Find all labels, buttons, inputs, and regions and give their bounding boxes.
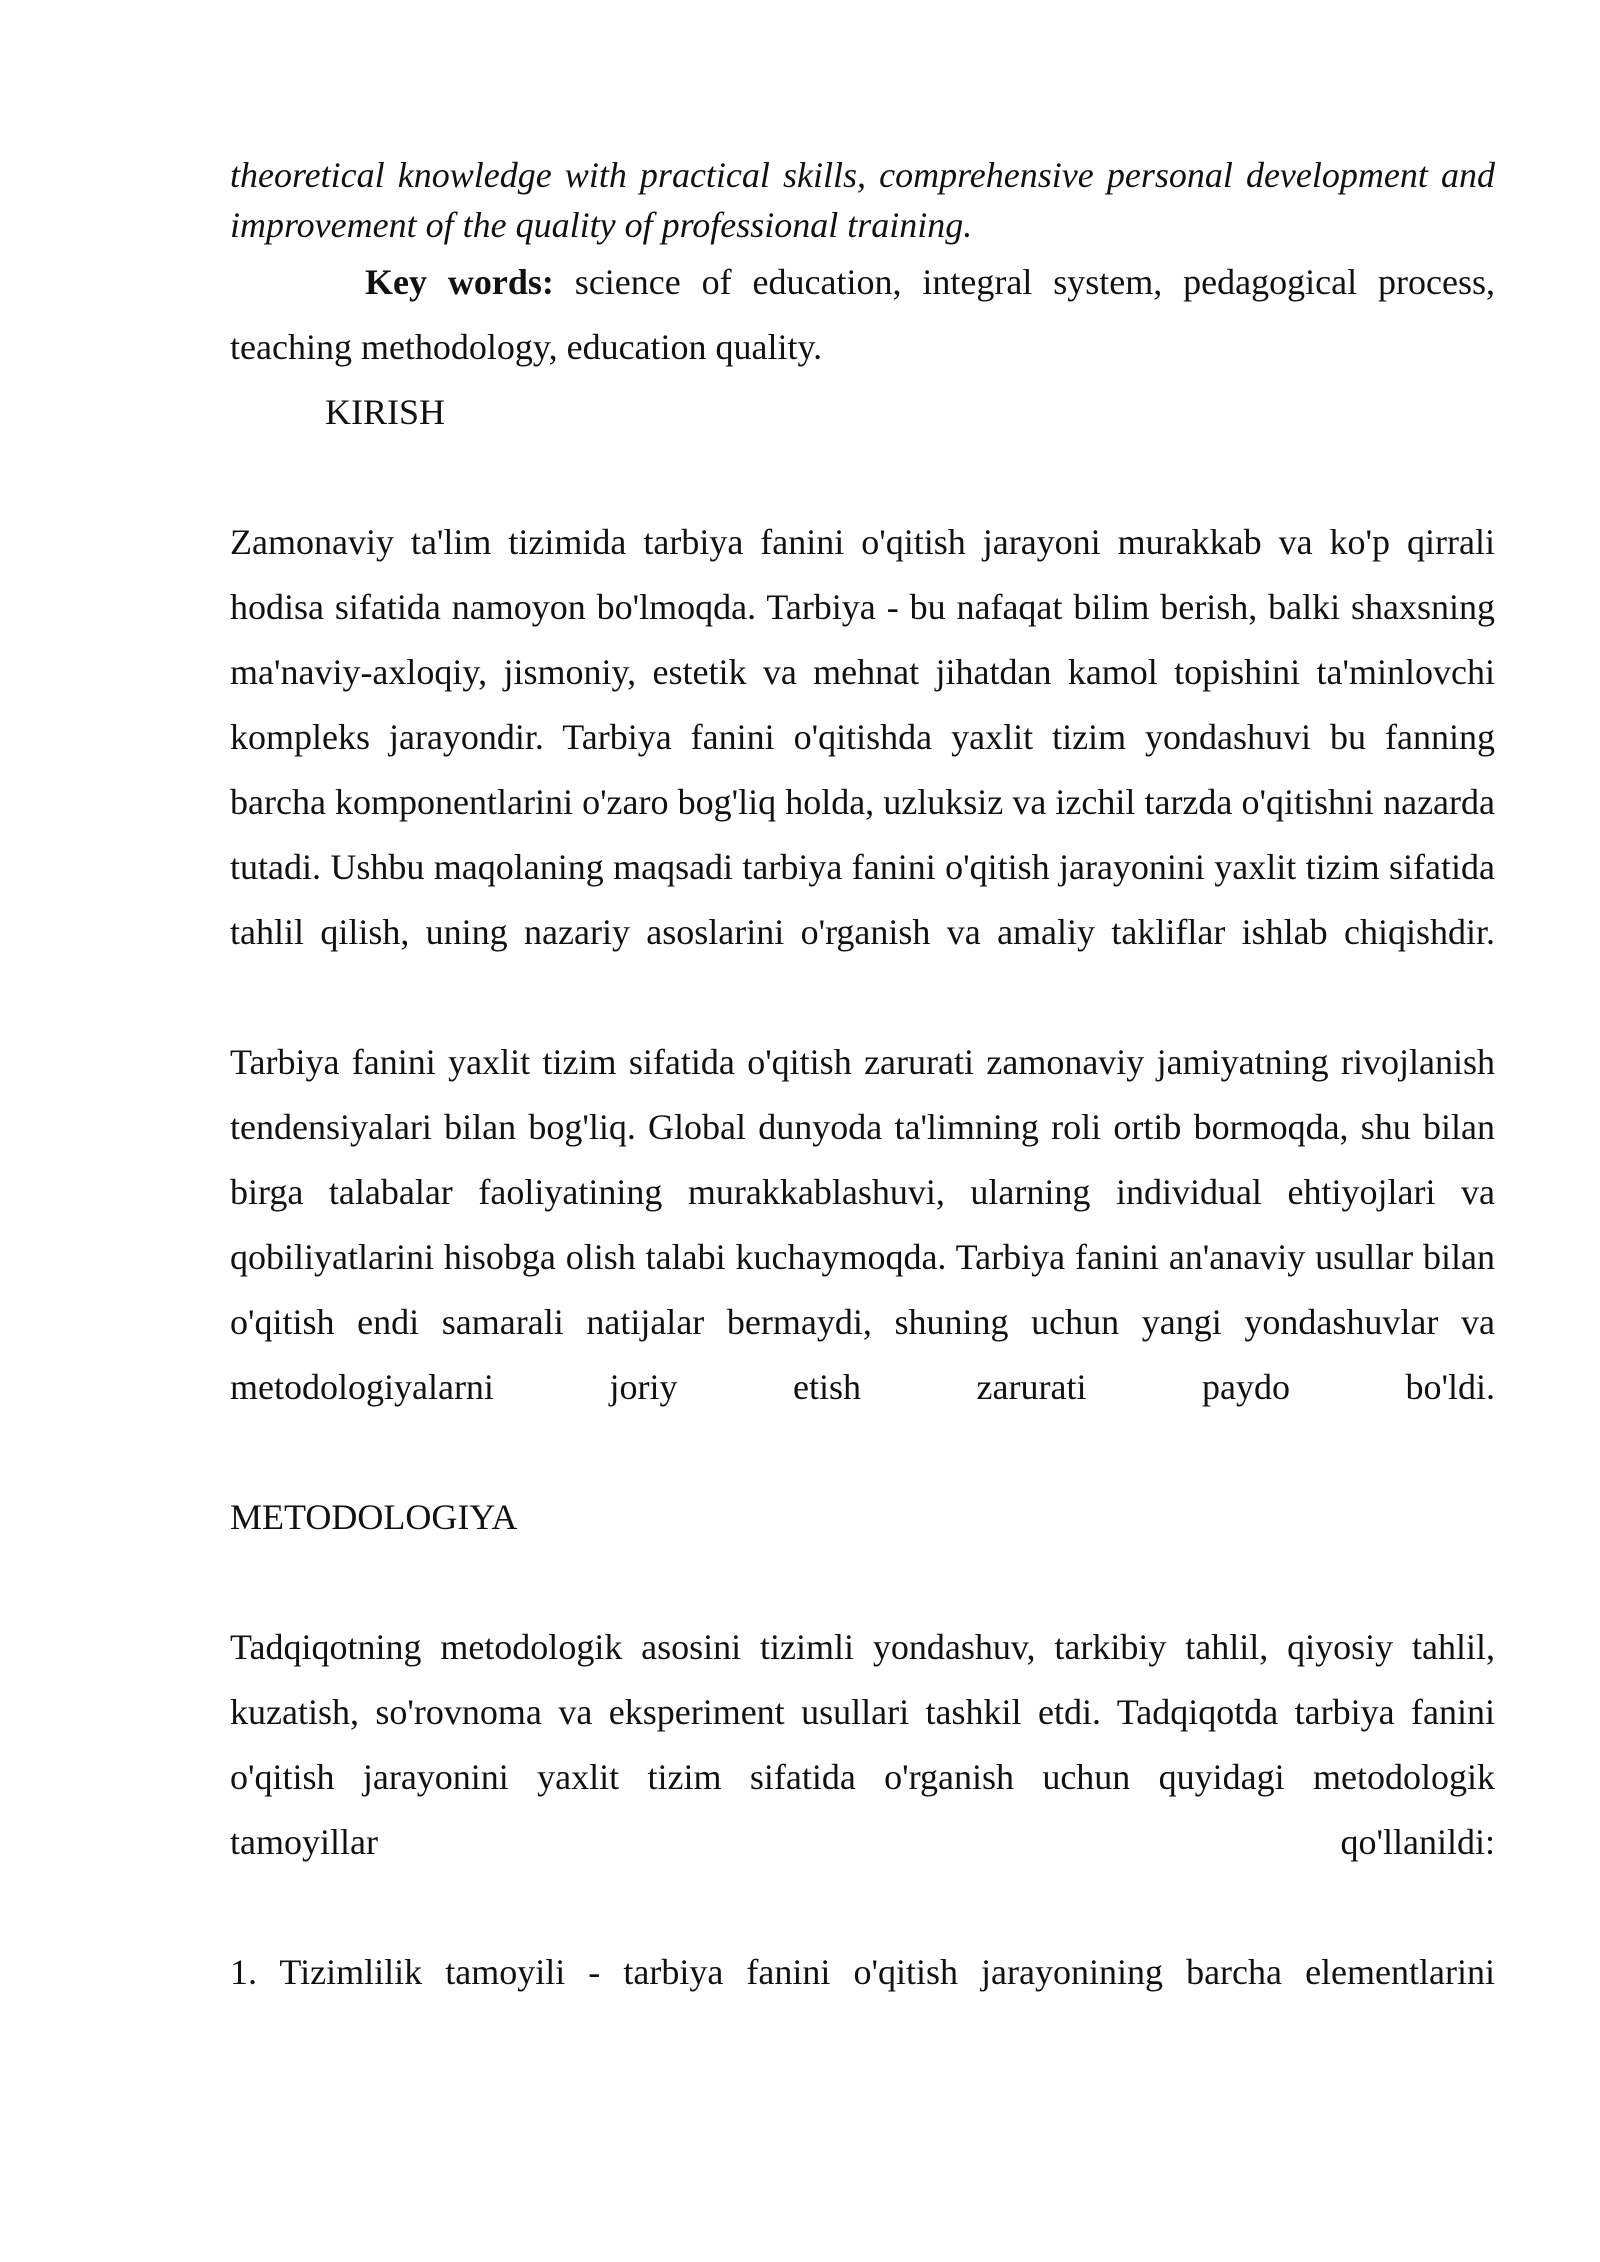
intro-paragraph-2: Tarbiya fanini yaxlit tizim sifatida o'qitish zarurati zamonaviy jamiyatning rivojlanish tendensiyalari bilan bog'liq. Global dunyoda ta'limning roli ortib bormoqda, shu bilan birga talabalar faoliyatining murakkablashuvi, ularning individual ehtiyojlari va qobiliyatlarini hisobga olish talabi kuchaymoqda. Tarbiya fanini an'anaviy usullar bilan o'qitish endi samarali natijalar bermaydi, shuning uchun yangi yondashuvlar va metodologiyalarni joriy etish zarurati paydo bo'ldi. bbox=[230, 1042, 1495, 1407]
keywords-text: science of education, integral system, pedagogical process, teaching methodology, education quality. bbox=[230, 262, 1495, 367]
spacer bbox=[230, 1550, 1495, 1615]
document-page bbox=[230, 150, 1495, 2005]
method-paragraph-1: Tadqiqotning metodologik asosini tizimli yondashuv, tarkibiy tahlil, qiyosiy tahlil, kuzatish, so'rovnoma va eksperiment usullari tashkil etdi. Tadqiqotda tarbiya fanini o'qitish jarayonini yaxlit tizim sifatida o'rganish uchun quyidagi metodologik tamoyillar qo'llanildi: bbox=[230, 1627, 1495, 1862]
abstract-tail: theoretical knowledge with practical skills, comprehensive personal development and improvement of the quality of professional training. bbox=[230, 155, 1495, 245]
keywords-label: Key words: bbox=[365, 262, 554, 302]
keywords-paragraph bbox=[230, 250, 1495, 380]
method-heading: METODOLOGIYA bbox=[230, 1497, 518, 1537]
intro-heading: KIRISH bbox=[325, 392, 446, 432]
spacer bbox=[230, 965, 1495, 1030]
spacer bbox=[230, 445, 1495, 510]
spacer bbox=[230, 1420, 1495, 1485]
spacer bbox=[230, 1875, 1495, 1940]
method-list-item-1: 1. Tizimlilik tamoyili - tarbiya fanini o'qitish jarayonining barcha elementlarini bbox=[230, 1952, 1495, 1992]
intro-paragraph-1: Zamonaviy ta'lim tizimida tarbiya fanini o'qitish jarayoni murakkab va ko'p qirrali hodisa sifatida namoyon bo'lmoqda. Tarbiya - bu nafaqat bilim berish, balki shaxsning ma'naviy-axloqiy, jismoniy, estetik va mehnat jihatdan kamol topishini ta'minlovchi kompleks jarayondir. Tarbiya fanini o'qitishda yaxlit tizim yondashuvi bu fanning barcha komponentlarini o'zaro bog'liq holda, uzluksiz va izchil tarzda o'qitishni nazarda tutadi. Ushbu maqolaning maqsadi tarbiya fanini o'qitish jarayonini yaxlit tizim sifatida tahlil qilish, uning nazariy asoslarini o'rganish va amaliy takliflar ishlab chiqishdir. bbox=[230, 522, 1495, 952]
